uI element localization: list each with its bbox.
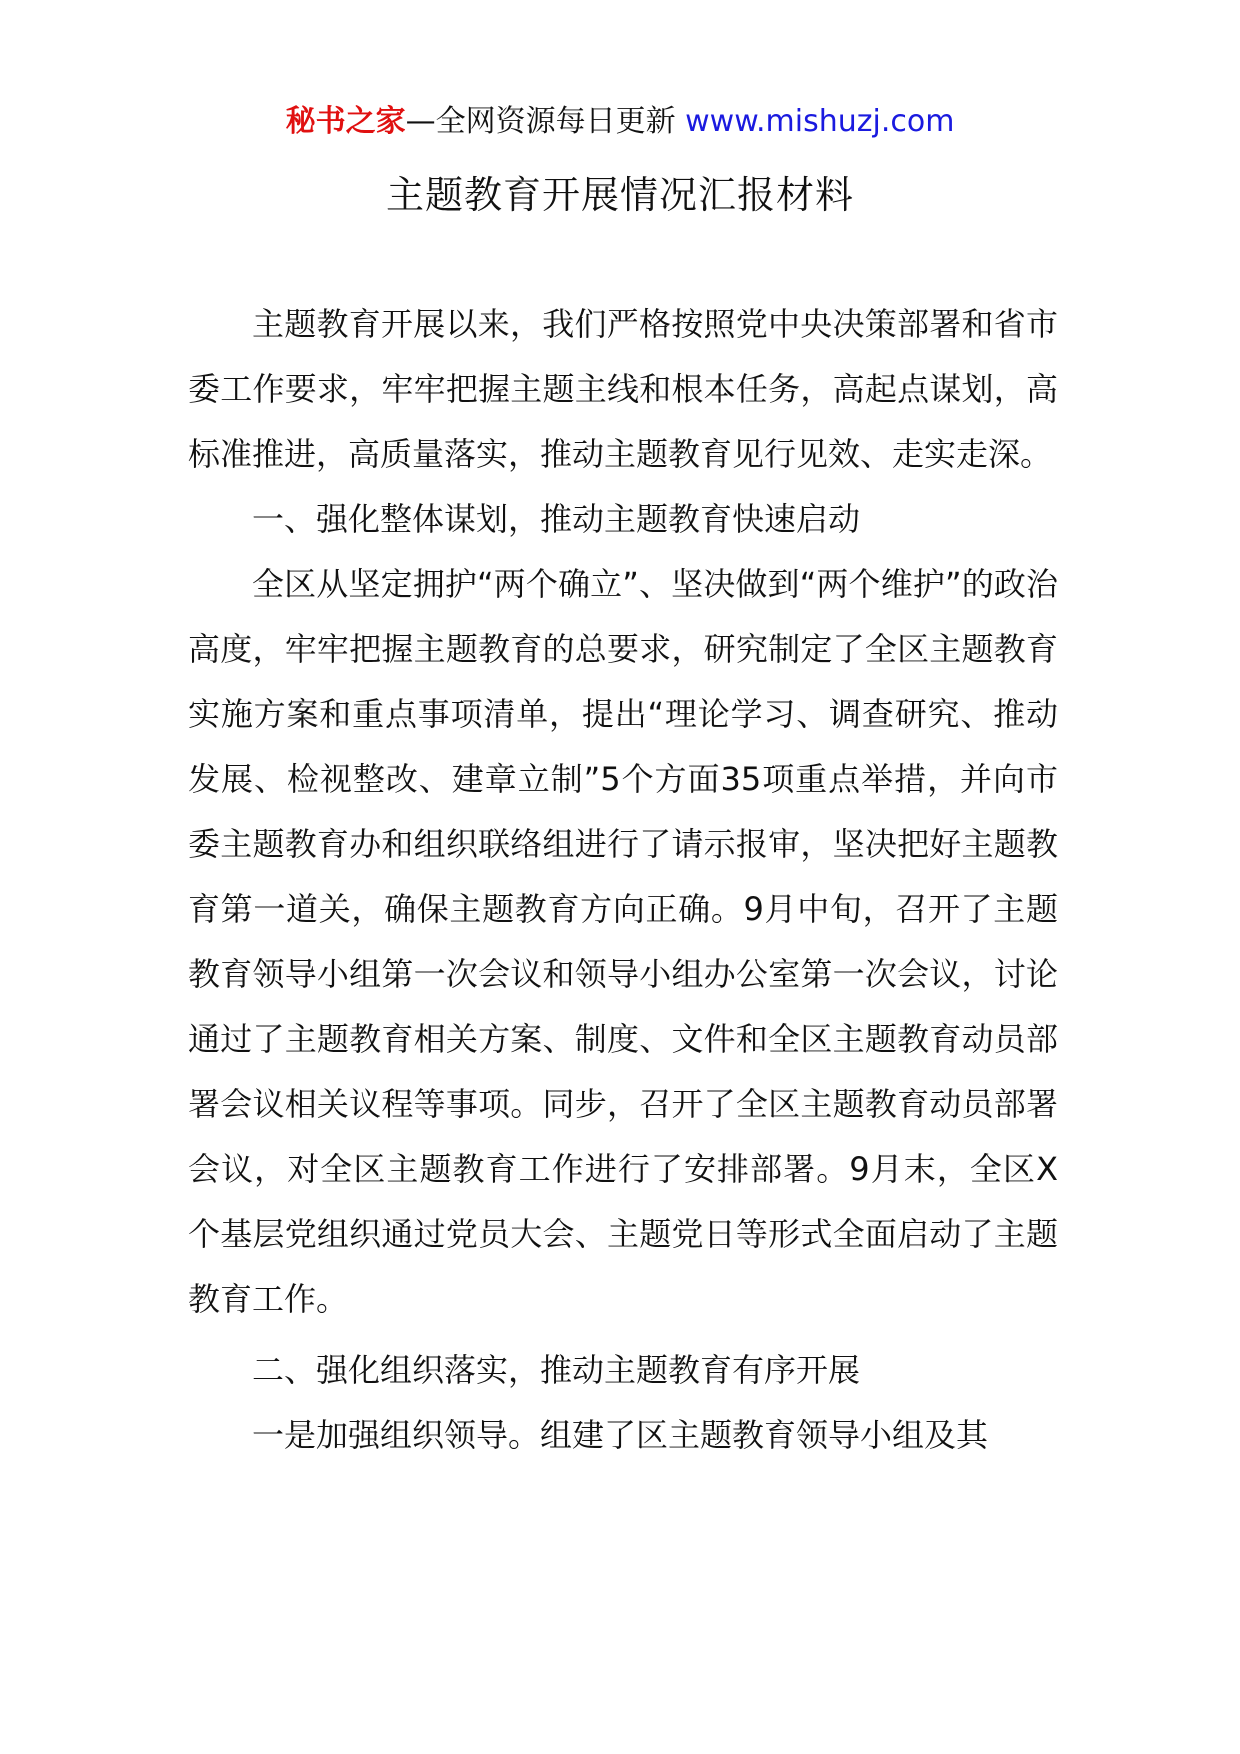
- document-title: 主题教育开展情况汇报材料: [385, 173, 854, 217]
- brand-name: 秘书之家: [285, 104, 406, 139]
- section-2-paragraph: 一是加强组织领导。组建了区主题教育领导小组及其: [252, 1416, 989, 1454]
- intro-paragraph: 主题教育开展以来，我们严格按照党中央决策部署和省市委工作要求，牢牢把握主题主线和根本任务，高起点谋划，高标准推进，高质量落实，推动主题教育见行见效、走实走深。: [188, 305, 1058, 473]
- section-heading-1: 一、强化整体谋划，推动主题教育快速启动: [252, 500, 861, 538]
- site-header: [0, 100, 1240, 144]
- document-body: [188, 292, 1058, 1468]
- section-heading-2: 二、强化组织落实，推动主题教育有序开展: [252, 1351, 861, 1389]
- site-link[interactable]: www.mishuzj.com: [685, 104, 955, 139]
- section-1-paragraph: 全区从坚定拥护“两个确立”、坚决做到“两个维护”的政治高度，牢牢把握主题教育的总要求，研究制定了全区主题教育实施方案和重点事项清单，提出“理论学习、调查研究、推动发展、检视整改、建章立制”5个方面35项重点举措，并向市委主题教育办和组织联络组进行了请示报审，坚决把好主题教育第一道关，确保主题教育方向正确。9月中旬，召开了主题教育领导小组第一次会议和领导小组办公室第一次会议，讨论通过了主题教育相关方案、制度、文件和全区主题教育动员部署会议相关议程等事项。同步，召开了全区主题教育动员部署会议，对全区主题教育工作进行了安排部署。9月末，全区X个基层党组织通过党员大会、主题党日等形式全面启动了主题教育工作。: [188, 565, 1058, 1318]
- header-tagline: —全网资源每日更新: [405, 104, 686, 139]
